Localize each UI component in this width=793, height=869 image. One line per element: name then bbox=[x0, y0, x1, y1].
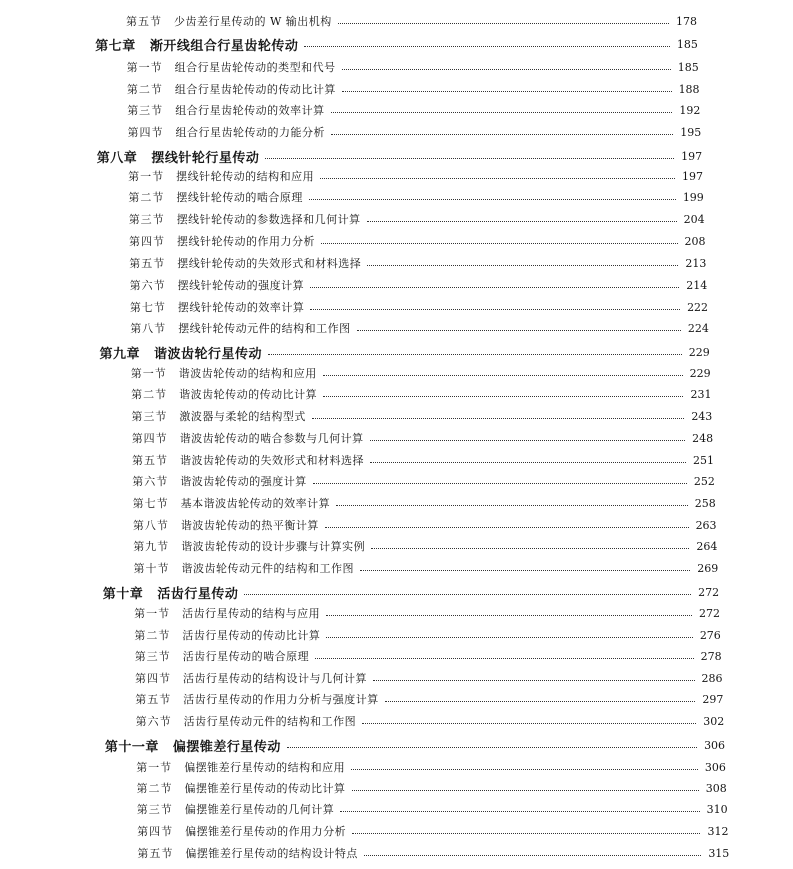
toc-title: 谐波齿轮传动的结构和应用 bbox=[178, 367, 317, 380]
toc-title: 渐开线组合行星齿轮传动 bbox=[149, 38, 299, 54]
dot-leader bbox=[360, 570, 690, 571]
dot-leader bbox=[325, 527, 689, 528]
toc-label: 第八章 bbox=[96, 150, 138, 166]
toc-title: 偏摆锥差行星传动的结构和应用 bbox=[184, 761, 346, 774]
toc-title: 组合行星齿轮传动的类型和代号 bbox=[174, 61, 336, 74]
toc-label: 第四节 bbox=[127, 126, 164, 139]
toc-section-row bbox=[0, 318, 793, 338]
toc-label: 第八节 bbox=[130, 322, 167, 335]
dot-leader bbox=[244, 594, 691, 595]
toc-page-number: 286 bbox=[701, 671, 723, 685]
toc-label: 第十章 bbox=[102, 586, 144, 602]
toc-title: 活齿行星传动的作用力分析与强度计算 bbox=[183, 693, 379, 706]
toc-page-number: 252 bbox=[693, 474, 715, 488]
toc-section-row bbox=[0, 493, 793, 513]
dot-leader bbox=[315, 658, 693, 659]
toc-section-row bbox=[0, 515, 793, 535]
toc-title: 摆线针轮传动的啮合原理 bbox=[176, 191, 303, 204]
toc-title: 摆线针轮传动的参数选择和几何计算 bbox=[176, 213, 361, 226]
toc-label: 第三节 bbox=[136, 803, 173, 816]
toc-title: 少齿差行星传动的 W 输出机构 bbox=[174, 15, 332, 28]
toc-title: 摆线针轮传动的结构和应用 bbox=[176, 170, 315, 183]
toc-title: 谐波齿轮传动的强度计算 bbox=[180, 475, 307, 488]
toc-title: 摆线针轮行星传动 bbox=[151, 150, 260, 166]
toc-page-number: 248 bbox=[692, 431, 714, 445]
toc-page-number: 276 bbox=[699, 628, 721, 642]
toc-section-row bbox=[0, 711, 793, 731]
dot-leader bbox=[357, 330, 681, 331]
dot-leader bbox=[342, 91, 672, 92]
toc-page-number: 312 bbox=[707, 824, 729, 838]
toc-page-number: 214 bbox=[686, 278, 708, 292]
dot-leader bbox=[326, 615, 692, 616]
toc-page-number: 258 bbox=[694, 496, 716, 510]
toc-page-number: 310 bbox=[706, 802, 728, 816]
toc-page-number: 204 bbox=[683, 212, 705, 226]
toc-title: 活齿行星传动的结构与应用 bbox=[182, 607, 321, 620]
toc-page-number: 263 bbox=[695, 518, 717, 532]
toc-title: 基本谐波齿轮传动的效率计算 bbox=[180, 497, 331, 510]
dot-leader bbox=[313, 483, 687, 484]
toc-page-number: 297 bbox=[702, 692, 724, 706]
toc-page-number: 272 bbox=[698, 606, 720, 620]
toc-label: 第三节 bbox=[128, 213, 165, 226]
dot-leader bbox=[352, 833, 700, 834]
dot-leader bbox=[342, 69, 671, 70]
toc-title: 谐波齿轮行星传动 bbox=[154, 346, 263, 362]
toc-page-number: 195 bbox=[680, 125, 702, 139]
dot-leader bbox=[370, 462, 686, 463]
toc-page-number: 222 bbox=[687, 300, 709, 314]
toc-page-number: 269 bbox=[697, 561, 719, 575]
toc-label: 第五节 bbox=[126, 15, 162, 28]
dot-leader bbox=[309, 199, 676, 200]
toc-title: 活齿行星传动的啮合原理 bbox=[182, 650, 310, 663]
toc-title: 激波器与柔轮的结构型式 bbox=[179, 410, 306, 423]
toc-section-row bbox=[0, 668, 793, 688]
toc-section-row bbox=[0, 406, 793, 426]
toc-page-number: 197 bbox=[681, 169, 703, 183]
toc-label: 第九章 bbox=[99, 346, 141, 362]
toc-section-row bbox=[0, 471, 793, 491]
toc-label: 第四节 bbox=[135, 672, 171, 685]
toc-label: 第九节 bbox=[133, 540, 170, 553]
dot-leader bbox=[304, 46, 670, 47]
dot-leader bbox=[323, 375, 683, 376]
toc-page-number: 278 bbox=[700, 649, 722, 663]
toc-label: 第七章 bbox=[95, 38, 136, 54]
toc-label: 第六节 bbox=[129, 279, 166, 292]
toc-label: 第五节 bbox=[135, 693, 172, 706]
toc-label: 第一节 bbox=[128, 170, 165, 183]
toc-section-row bbox=[0, 253, 793, 273]
toc-section-row bbox=[0, 603, 793, 623]
toc-section-row bbox=[0, 384, 793, 404]
toc-chapter-row bbox=[0, 342, 793, 362]
dot-leader bbox=[326, 637, 692, 638]
toc-page-number: 243 bbox=[691, 409, 713, 423]
toc-title: 摆线针轮传动的失效形式和材料选择 bbox=[177, 257, 362, 270]
toc-section-row bbox=[0, 646, 793, 666]
toc-section-row bbox=[0, 79, 793, 99]
toc-page-number: 192 bbox=[679, 103, 701, 117]
dot-leader bbox=[287, 747, 697, 748]
toc-chapter-row bbox=[0, 582, 793, 602]
toc-section-row bbox=[0, 689, 793, 709]
dot-leader bbox=[367, 221, 677, 222]
toc-page-number: 185 bbox=[677, 60, 699, 74]
toc-section-row bbox=[0, 297, 793, 317]
toc-title: 活齿行星传动 bbox=[157, 586, 239, 602]
dot-leader bbox=[351, 769, 698, 770]
toc-page-number: 315 bbox=[708, 846, 730, 860]
toc-page-number: 224 bbox=[687, 321, 709, 335]
toc-section-row bbox=[0, 231, 793, 251]
toc-label: 第一节 bbox=[126, 61, 163, 74]
toc-label: 第五节 bbox=[137, 847, 174, 860]
toc-title: 偏摆锥差行星传动的几何计算 bbox=[184, 803, 335, 816]
toc-label: 第十一章 bbox=[104, 739, 159, 755]
toc-title: 谐波齿轮传动的设计步骤与计算实例 bbox=[181, 540, 366, 553]
toc-section-row bbox=[0, 57, 793, 77]
toc-title: 摆线针轮传动元件的结构和工作图 bbox=[178, 322, 351, 335]
toc-page-number: 185 bbox=[676, 37, 698, 51]
toc-page-number: 178 bbox=[676, 14, 697, 28]
dot-leader bbox=[310, 287, 679, 288]
toc-section-row bbox=[0, 428, 793, 448]
toc-section-row bbox=[0, 450, 793, 470]
toc-section-row bbox=[0, 100, 793, 120]
toc-label: 第三节 bbox=[127, 104, 164, 117]
toc-chapter-row bbox=[0, 34, 793, 54]
toc-page-number: 208 bbox=[684, 234, 706, 248]
toc-title: 组合行星齿轮传动的力能分析 bbox=[175, 126, 325, 139]
toc-label: 第六节 bbox=[135, 715, 172, 728]
dot-leader bbox=[331, 112, 673, 113]
toc-label: 第七节 bbox=[129, 301, 166, 314]
toc-page-number: 199 bbox=[682, 190, 704, 204]
dot-leader bbox=[373, 680, 695, 681]
dot-leader bbox=[338, 23, 669, 24]
toc-page-number: 302 bbox=[703, 714, 725, 728]
dot-leader bbox=[323, 396, 683, 397]
toc-label: 第五节 bbox=[129, 257, 166, 270]
toc-chapter-row bbox=[0, 735, 793, 755]
dot-leader bbox=[265, 158, 674, 159]
dot-leader bbox=[310, 309, 680, 310]
dot-leader bbox=[370, 440, 685, 441]
toc-page-number: 188 bbox=[678, 82, 700, 96]
toc-label: 第八节 bbox=[132, 519, 169, 532]
toc-page-number: 231 bbox=[690, 387, 712, 401]
toc-title: 偏摆锥差行星传动的结构设计特点 bbox=[185, 847, 358, 860]
dot-leader bbox=[336, 505, 688, 506]
toc-title: 组合行星齿轮传动的传动比计算 bbox=[174, 83, 336, 96]
toc-section-row bbox=[0, 778, 793, 798]
toc-label: 第一节 bbox=[134, 607, 171, 620]
toc-section-row bbox=[0, 558, 793, 578]
dot-leader bbox=[362, 723, 696, 724]
dot-leader bbox=[268, 354, 682, 355]
toc-title: 偏摆锥差行星传动 bbox=[172, 739, 281, 755]
toc-chapter-row bbox=[0, 146, 793, 166]
toc-section-row bbox=[0, 166, 793, 186]
toc-label: 第二节 bbox=[134, 629, 171, 642]
toc-label: 第三节 bbox=[134, 650, 171, 663]
toc-title: 摆线针轮传动的效率计算 bbox=[177, 301, 305, 314]
toc-page-number: 229 bbox=[688, 345, 710, 359]
dot-leader bbox=[320, 178, 675, 179]
toc-title: 谐波齿轮传动的啮合参数与几何计算 bbox=[179, 432, 364, 445]
dot-leader bbox=[312, 418, 684, 419]
toc-label: 第六节 bbox=[132, 475, 169, 488]
toc-page-number: 306 bbox=[704, 738, 726, 752]
toc-label: 第二节 bbox=[131, 388, 168, 401]
toc-label: 第四节 bbox=[137, 825, 174, 838]
toc-section-row bbox=[0, 625, 793, 645]
toc-label: 第十节 bbox=[133, 562, 170, 575]
toc-section-row bbox=[0, 799, 793, 819]
toc-title: 谐波齿轮传动的传动比计算 bbox=[179, 388, 318, 401]
toc-label: 第四节 bbox=[131, 432, 168, 445]
toc-section-row bbox=[0, 363, 793, 383]
toc-section-row bbox=[0, 122, 793, 142]
toc-section-row bbox=[0, 821, 793, 841]
toc-label: 第二节 bbox=[136, 782, 173, 795]
toc-title: 活齿行星传动元件的结构和工作图 bbox=[183, 715, 357, 728]
toc-page-number: 213 bbox=[685, 256, 707, 270]
toc-label: 第一节 bbox=[130, 367, 167, 380]
toc-section-row bbox=[0, 209, 793, 229]
toc-title: 谐波齿轮传动的热平衡计算 bbox=[180, 519, 319, 532]
toc-title: 谐波齿轮传动的失效形式和材料选择 bbox=[180, 454, 364, 467]
toc-title: 偏摆锥差行星传动的传动比计算 bbox=[184, 782, 346, 795]
toc-label: 第五节 bbox=[132, 454, 168, 467]
toc-title: 谐波齿轮传动元件的结构和工作图 bbox=[181, 562, 354, 575]
toc-page-number: 229 bbox=[689, 366, 711, 380]
toc-section-row bbox=[0, 536, 793, 556]
toc-label: 第三节 bbox=[131, 410, 168, 423]
dot-leader bbox=[352, 790, 699, 791]
dot-leader bbox=[371, 548, 689, 549]
toc-label: 第二节 bbox=[128, 191, 165, 204]
toc-label: 第七节 bbox=[132, 497, 169, 510]
toc-page-number: 264 bbox=[696, 539, 718, 553]
toc-section-row bbox=[0, 11, 793, 31]
toc-title: 活齿行星传动的传动比计算 bbox=[182, 629, 321, 642]
toc-label: 第四节 bbox=[129, 235, 165, 248]
toc-section-row bbox=[0, 843, 793, 863]
dot-leader bbox=[364, 855, 701, 856]
dot-leader bbox=[321, 243, 678, 244]
toc-title: 活齿行星传动的结构设计与几何计算 bbox=[183, 672, 367, 685]
toc-page-number: 306 bbox=[704, 760, 726, 774]
toc-page-number: 308 bbox=[705, 781, 727, 795]
toc-title: 摆线针轮传动的作用力分析 bbox=[177, 235, 315, 248]
toc-label: 第一节 bbox=[136, 761, 173, 774]
toc-title: 组合行星齿轮传动的效率计算 bbox=[175, 104, 325, 117]
toc-page-number: 272 bbox=[698, 585, 720, 599]
toc-section-row bbox=[0, 757, 793, 777]
dot-leader bbox=[331, 134, 673, 135]
dot-leader bbox=[367, 265, 678, 266]
toc-label: 第二节 bbox=[126, 83, 163, 96]
toc-title: 摆线针轮传动的强度计算 bbox=[177, 279, 305, 292]
toc-page-number: 251 bbox=[693, 453, 714, 467]
toc-section-row bbox=[0, 187, 793, 207]
toc-page-number: 197 bbox=[681, 149, 703, 163]
dot-leader bbox=[385, 701, 696, 702]
dot-leader bbox=[340, 811, 699, 812]
toc-title: 偏摆锥差行星传动的作用力分析 bbox=[185, 825, 347, 838]
toc-section-row bbox=[0, 275, 793, 295]
